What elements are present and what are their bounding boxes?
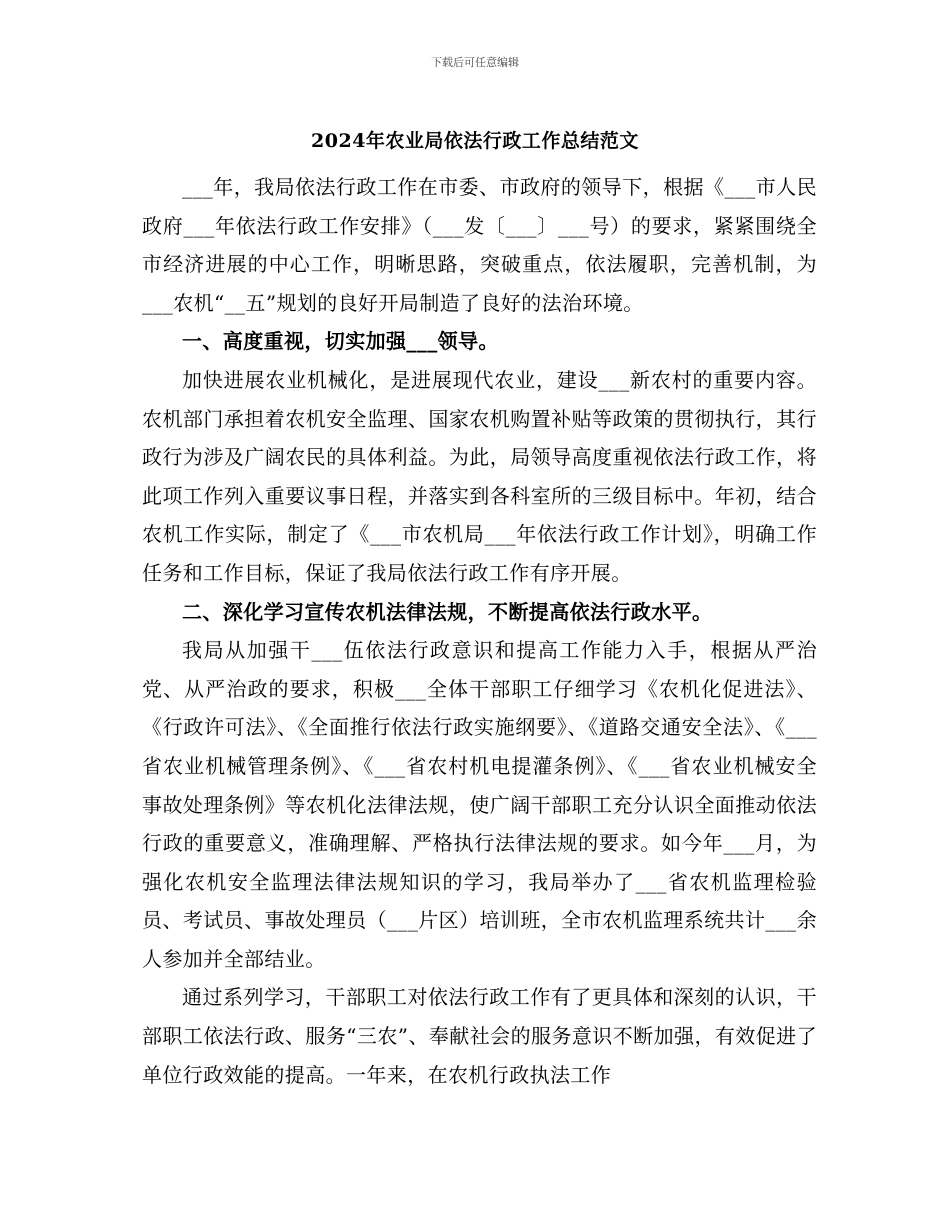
document-title: 2024年农业局依法行政工作总结范文 (311, 130, 639, 152)
paragraph-intro: ___年，我局依法行政工作在市委、市政府的领导下，根据《___市人民政府___年依法行政工作安排》（___发〔___〕___号）的要求，紧紧围绕全市经济进展的中心工作，明晰思路，突破重点，依法履职，完善机制，为___农机“__五”规划的良好开局制造了良好的法治环境。 (142, 175, 817, 315)
paragraph-section-1: 加快进展农业机械化，是进展现代农业，建设___新农村的重要内容。农机部门承担着农机安全监理、国家农机购置补贴等政策的贯彻执行，其行政行为涉及广阔农民的具体利益。为此，局领导高度重视依法行政工作，将此项工作列入重要议事日程，并落实到各科室所的三级目标中。年初，结合农机工作实际，制定了《___市农机局___年依法行政工作计划》，明确工作任务和工作目标，保证了我局依法行政工作有序开展。 (142, 367, 817, 585)
section-heading-1: 一、高度重视，切实加强___领导。 (182, 329, 499, 354)
paragraph-section-2-cont: 通过系列学习，干部职工对依法行政工作有了更具体和深刻的认识，干部职工依法行政、服务“三农”、奉献社会的服务意识不断加强，有效促进了单位行政效能的提高。一年来，在农机行政执法工作 (142, 985, 817, 1087)
paragraph-section-2: 我局从加强干___伍依法行政意识和提高工作能力入手，根据从严治党、从严治政的要求，积极___全体干部职工仔细学习《农机化促进法》、《行政许可法》、《全面推行依法行政实施纲要》、《道路交通安全法》、《___省农业机械管理条例》、《___省农村机电提灌条例》、《___省农业机械安全事故处理条例》等农机化法律法规，使广阔干部职工充分认识全面推动依法行政的重要意义，准确理解、严格执行法律法规的要求。如今年___月，为强化农机安全监理法律法规知识的学习，我局举办了___省农机监理检验员、考试员、事故处理员（___片区）培训班，全市农机监理系统共计___余人参加并全部结业。 (142, 638, 817, 971)
document-body (142, 168, 817, 1094)
section-heading-2: 二、深化学习宣传农机法律法规，不断提高依法行政水平。 (182, 599, 713, 624)
header-note: 下载后可任意编辑 (431, 56, 519, 69)
